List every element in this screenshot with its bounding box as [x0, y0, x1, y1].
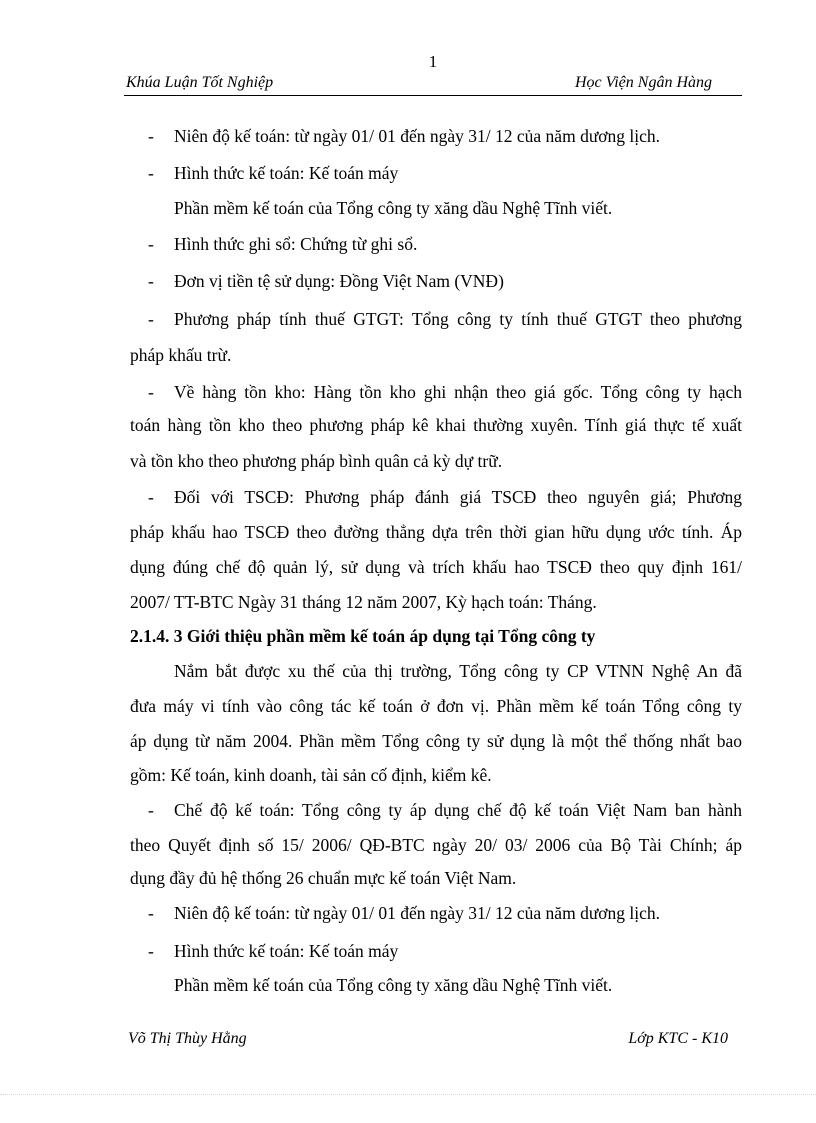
page-footer — [128, 1030, 728, 1054]
paragraph-line: dụng đúng chế độ quản lý, sử dụng và trích khấu hao TSCĐ theo quy định 161/ — [130, 557, 742, 577]
bullet-dash: - — [148, 800, 154, 820]
bullet-dash: - — [148, 382, 154, 402]
list-item-text: Niên độ kế toán: từ ngày 01/ 01 đến ngày 31/ 12 của năm dương lịch. — [174, 903, 661, 923]
list-item — [148, 798, 742, 822]
list-item-text: Đối với TSCĐ: Phương pháp đánh giá TSCĐ theo nguyên giá; Phương — [174, 487, 742, 507]
page-header — [124, 73, 742, 96]
paragraph-line: và tồn kho theo phương pháp bình quân cả kỳ dự trữ. — [130, 451, 503, 471]
paragraph-line: đưa máy vi tính vào công tác kế toán ở đơn vị. Phần mềm kế toán Tổng công ty — [130, 696, 742, 716]
bullet-dash: - — [148, 941, 154, 961]
page-number: 1 — [428, 52, 438, 71]
list-item — [148, 939, 760, 963]
page-bottom-divider — [0, 1094, 816, 1095]
paragraph-line: áp dụng từ năm 2004. Phần mềm Tổng công ty sử dụng là một thể thống nhất bao — [130, 731, 742, 751]
list-item-text: Chế độ kế toán: Tổng công ty áp dụng chế độ kế toán Việt Nam ban hành — [174, 800, 742, 820]
bullet-dash: - — [148, 163, 154, 183]
paragraph-line: dụng đầy đủ hệ thống 26 chuẩn mực kế toán Việt Nam. — [130, 868, 517, 888]
bullet-dash: - — [148, 234, 154, 254]
list-item-text: Niên độ kế toán: từ ngày 01/ 01 đến ngày 31/ 12 của năm dương lịch. — [174, 126, 661, 146]
paragraph-line: pháp khấu hao TSCĐ theo đường thẳng dựa trên thời gian hữu dụng ước tính. Áp — [130, 522, 742, 542]
bullet-dash: - — [148, 903, 154, 923]
paragraph-line: Phần mềm kế toán của Tổng công ty xăng dầu Nghệ Tĩnh viết. — [174, 198, 613, 218]
footer-class: Lớp KTC - K10 — [628, 1030, 728, 1047]
list-item — [148, 307, 742, 331]
paragraph-line: theo Quyết định số 15/ 2006/ QĐ-BTC ngày 20/ 03/ 2006 của Bộ Tài Chính; áp — [130, 835, 742, 855]
paragraph-line: pháp khấu trừ. — [130, 345, 232, 365]
list-item-text: Phương pháp tính thuế GTGT: Tổng công ty tính thuế GTGT theo phương — [174, 309, 742, 329]
list-item — [148, 269, 760, 293]
paragraph-line: Phần mềm kế toán của Tổng công ty xăng dầu Nghệ Tĩnh viết. — [174, 975, 613, 995]
section-heading: 2.1.4. 3 Giới thiệu phần mềm kế toán áp dụng tại Tổng công ty — [130, 626, 596, 646]
list-item — [148, 161, 760, 185]
bullet-dash: - — [148, 487, 154, 507]
list-item-text: Đơn vị tiền tệ sử dụng: Đồng Việt Nam (VNĐ) — [174, 271, 504, 291]
header-thesis-title: Khúa Luận Tốt Nghiệp — [126, 74, 274, 91]
list-item — [148, 124, 760, 148]
footer-author: Võ Thị Thùy Hằng — [128, 1030, 247, 1047]
paragraph-line: toán hàng tồn kho theo phương pháp kê khai thường xuyên. Tính giá thực tế xuất — [130, 415, 742, 435]
list-item-text: Hình thức kế toán: Kế toán máy — [174, 163, 399, 183]
list-item — [148, 485, 742, 509]
list-item — [148, 380, 742, 404]
bullet-dash: - — [148, 309, 154, 329]
list-item-text: Về hàng tồn kho: Hàng tồn kho ghi nhận theo giá gốc. Tổng công ty hạch — [174, 382, 742, 402]
bullet-dash: - — [148, 271, 154, 291]
bullet-dash: - — [148, 126, 154, 146]
list-item-text: Hình thức kế toán: Kế toán máy — [174, 941, 399, 961]
paragraph-line: Nắm bắt được xu thế của thị trường, Tổng công ty CP VTNN Nghệ An đã — [174, 661, 742, 681]
list-item — [148, 232, 760, 256]
list-item-text: Hình thức ghi sổ: Chứng từ ghi sổ. — [174, 234, 418, 254]
list-item — [148, 901, 760, 925]
paragraph-line: 2007/ TT-BTC Ngày 31 tháng 12 năm 2007, Kỳ hạch toán: Tháng. — [130, 592, 597, 612]
paragraph-line: gồm: Kế toán, kinh doanh, tài sản cố định, kiểm kê. — [130, 765, 492, 785]
header-institution: Học Viện Ngân Hàng — [574, 74, 712, 91]
